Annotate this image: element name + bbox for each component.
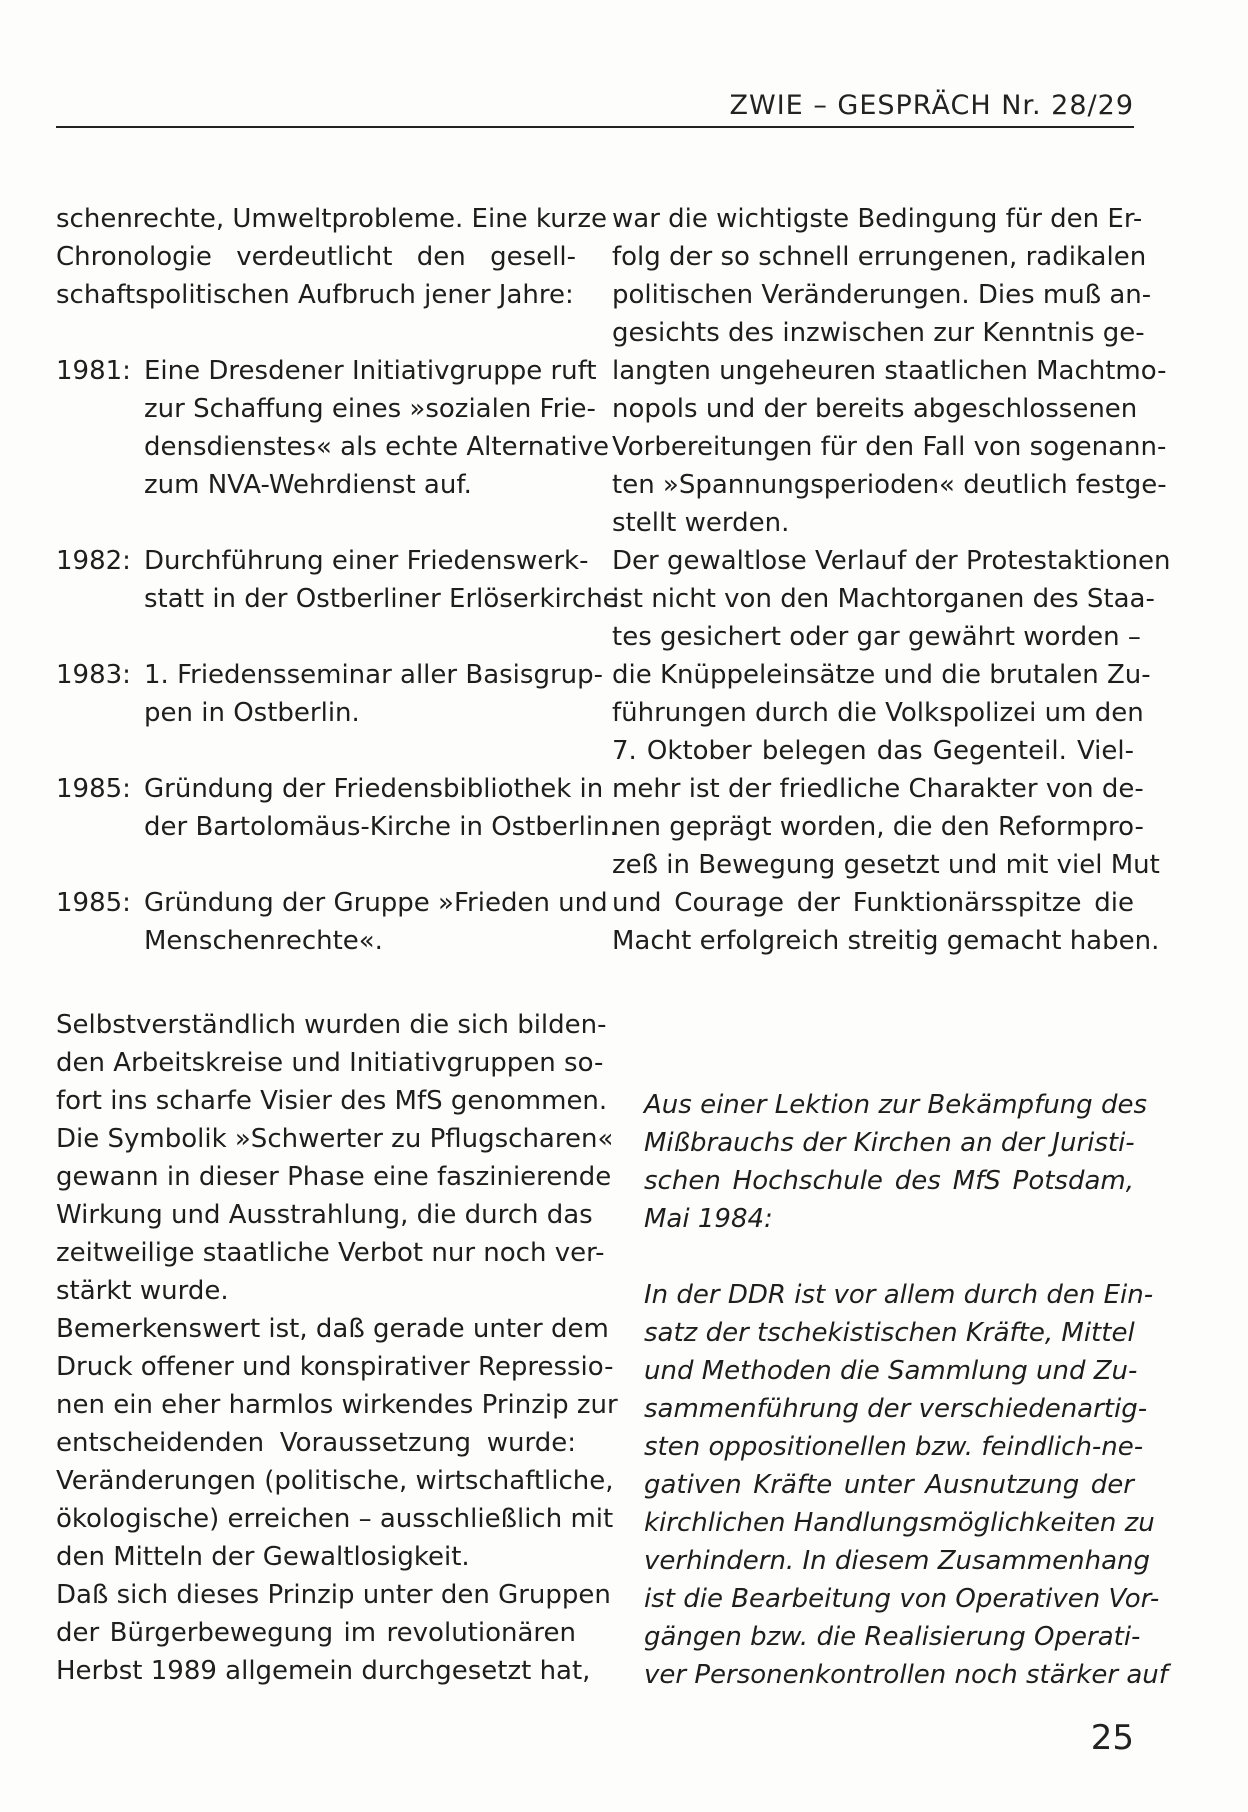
chronology-line: Gründung der Friedensbibliothek in	[144, 774, 604, 804]
text-line: schenrechte, Umweltprobleme. Eine kurze	[56, 204, 608, 234]
quote-line: satz der tschekistischen Kräfte, Mittel	[644, 1318, 1135, 1348]
text-line: nopols und der bereits abgeschlossenen	[612, 394, 1138, 424]
text-line: nen geprägt worden, die den Reformpro-	[612, 812, 1144, 842]
quote-line: gängen bzw. die Realisierung Operati-	[644, 1622, 1141, 1652]
chronology-line: Eine Dresdener Initiativgruppe ruft	[144, 356, 597, 386]
chronology-line: zur Schaffung eines »sozialen Frie-	[144, 394, 596, 424]
quote-line: ver Personenkontrollen noch stärker auf	[644, 1660, 1168, 1690]
chronology-year: 1982:	[56, 546, 131, 576]
chronology-line: Menschenrechte«.	[144, 926, 383, 956]
quote-line: ist die Bearbeitung von Operativen Vor-	[644, 1584, 1160, 1614]
chronology-line: 1. Friedensseminar aller Basisgrup-	[144, 660, 603, 690]
text-line: Vorbereitungen für den Fall von sogenann-	[612, 432, 1167, 462]
text-line: Druck offener und konspirativer Repressio-	[56, 1352, 614, 1382]
text-line: Der gewaltlose Verlauf der Protestaktionen	[612, 546, 1171, 576]
quote-source-line: schen Hochschule des MfS Potsdam,	[644, 1166, 1134, 1196]
text-line: fort ins scharfe Visier des MfS genommen.	[56, 1086, 608, 1116]
text-line: folg der so schnell errungenen, radikalen	[612, 242, 1147, 272]
quote-line: In der DDR ist vor allem durch den Ein-	[644, 1280, 1154, 1310]
text-line: stellt werden.	[612, 508, 790, 538]
page-number: 25	[1090, 1718, 1134, 1758]
running-header	[56, 88, 1134, 128]
text-line: Wirkung und Ausstrahlung, die durch das	[56, 1200, 593, 1230]
quote-source-line: Mißbrauchs der Kirchen an der Juristi-	[644, 1128, 1135, 1158]
text-line: mehr ist der friedliche Charakter von de-	[612, 774, 1144, 804]
running-title: ZWIE – GESPRÄCH Nr. 28/29	[729, 90, 1134, 121]
left-column-bottom	[56, 1006, 618, 1690]
chronology-year: 1983:	[56, 660, 131, 690]
chronology-year: 1985:	[56, 888, 131, 918]
text-line: der Bürgerbewegung im revolutionären	[56, 1618, 576, 1648]
chronology-line: der Bartolomäus-Kirche in Ostberlin.	[144, 812, 618, 842]
chronology-line: densdienstes« als echte Alternative	[144, 432, 610, 462]
text-line: Macht erfolgreich streitig gemacht haben.	[612, 926, 1160, 956]
text-line: Selbstverständlich wurden die sich bilden-	[56, 1010, 607, 1040]
text-line: und Courage der Funktionärsspitze die	[612, 888, 1134, 918]
text-line: tes gesichert oder gar gewährt worden –	[612, 622, 1141, 652]
text-line: zeitweilige staatliche Verbot nur noch ver-	[56, 1238, 605, 1268]
quote-source-line: Mai 1984:	[644, 1204, 773, 1234]
quote-line: sten oppositionellen bzw. feindlich-ne-	[644, 1432, 1144, 1462]
text-line: nen ein eher harmlos wirkendes Prinzip zur	[56, 1390, 618, 1420]
text-line: ist nicht von den Machtorganen des Staa-	[612, 584, 1155, 614]
chronology-entry	[56, 542, 627, 618]
quote-line: sammenführung der verschiedenartig-	[644, 1394, 1148, 1424]
text-line: stärkt wurde.	[56, 1276, 229, 1306]
text-line: ten »Spannungsperioden« deutlich festge-	[612, 470, 1167, 500]
chronology-line: zum NVA-Wehrdienst auf.	[144, 470, 472, 500]
text-line: zeß in Bewegung gesetzt und mit viel Mut	[612, 850, 1160, 880]
text-line: war die wichtigste Bedingung für den Er-	[612, 204, 1143, 234]
text-line: führungen durch die Volkspolizei um den	[612, 698, 1144, 728]
chronology-year: 1985:	[56, 774, 131, 804]
quote-line: verhindern. In diesem Zusammenhang	[644, 1546, 1151, 1576]
text-line: gesichts des inzwischen zur Kenntnis ge-	[612, 318, 1145, 348]
quote-line: kirchlichen Handlungsmöglichkeiten zu	[644, 1508, 1155, 1538]
text-line: Chronologie verdeutlicht den gesell-	[56, 242, 576, 272]
chronology-entry	[56, 352, 610, 504]
text-line: schaftspolitischen Aufbruch jener Jahre:	[56, 280, 574, 310]
chronology-line: Durchführung einer Friedenswerk-	[144, 546, 589, 576]
quote-block	[644, 1086, 1168, 1694]
text-line: entscheidenden Voraussetzung wurde:	[56, 1428, 576, 1458]
text-line: ökologische) erreichen – ausschließlich mit	[56, 1504, 614, 1534]
text-line: langten ungeheuren staatlichen Machtmo-	[612, 356, 1167, 386]
text-line: politischen Veränderungen. Dies muß an-	[612, 280, 1152, 310]
quote-line: und Methoden die Sammlung und Zu-	[644, 1356, 1138, 1386]
chronology-line: Gründung der Gruppe »Frieden und	[144, 888, 608, 918]
text-line: die Knüppeleinsätze und die brutalen Zu-	[612, 660, 1151, 690]
text-line: Bemerkenswert ist, daß gerade unter dem	[56, 1314, 609, 1344]
text-line: den Mitteln der Gewaltlosigkeit.	[56, 1542, 470, 1572]
chronology-entry	[56, 656, 603, 732]
text-line: den Arbeitskreise und Initiativgruppen so-	[56, 1048, 604, 1078]
chronology-entry	[56, 770, 618, 846]
right-column-top	[612, 200, 1171, 960]
chronology-entry	[56, 884, 608, 960]
text-line: Daß sich dieses Prinzip unter den Gruppen	[56, 1580, 611, 1610]
left-column-top	[56, 200, 627, 998]
text-line: Herbst 1989 allgemein durchgesetzt hat,	[56, 1656, 591, 1686]
text-line: Veränderungen (politische, wirtschaftliche,	[56, 1466, 614, 1496]
text-line: Die Symbolik »Schwerter zu Pflugscharen«	[56, 1124, 614, 1154]
quote-line: gativen Kräfte unter Ausnutzung der	[644, 1470, 1134, 1500]
text-line: 7. Oktober belegen das Gegenteil. Viel-	[612, 736, 1134, 766]
chronology-line: pen in Ostberlin.	[144, 698, 360, 728]
chronology-year: 1981:	[56, 356, 131, 386]
text-line: gewann in dieser Phase eine faszinierende	[56, 1162, 612, 1192]
chronology-line: statt in der Ostberliner Erlöserkirche.	[144, 584, 627, 614]
quote-source-line: Aus einer Lektion zur Bekämpfung des	[644, 1090, 1147, 1120]
